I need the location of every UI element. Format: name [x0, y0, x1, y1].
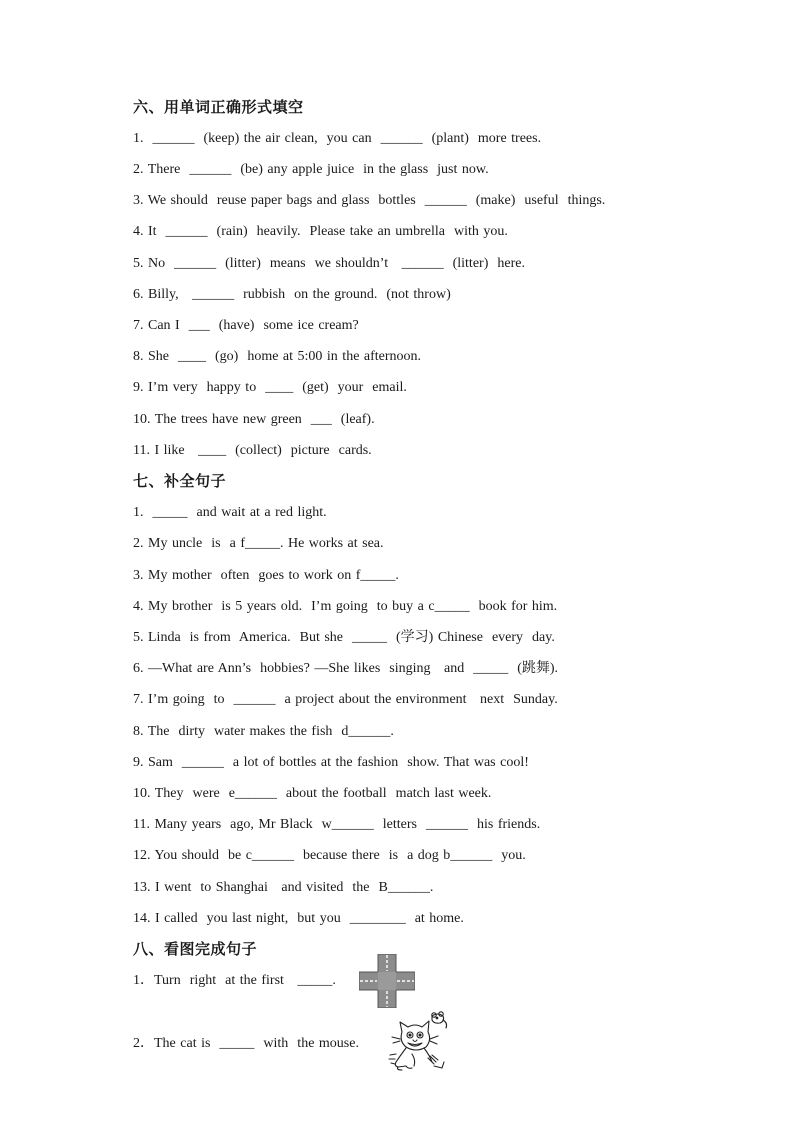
- s7-item-11: 11. Many years ago, Mr Black w______ letters ______ his friends.: [133, 817, 541, 832]
- s6-item-1: 1. ______ (keep) the air clean, you can ______ (plant) more trees.: [133, 131, 542, 146]
- s7-item-8: 8. The dirty water makes the fish d______.: [133, 724, 394, 739]
- s6-item-8: 8. She ____ (go) home at 5:00 in the afternoon.: [133, 349, 422, 364]
- s7-item-6: 6. —What are Ann’s hobbies? —She likes singing and _____ (跳舞).: [133, 661, 559, 676]
- s6-item-11: 11. I like ____ (collect) picture cards.: [133, 443, 372, 458]
- section-6-title: 六、用单词正确形式填空: [133, 98, 304, 116]
- s7-item-12: 12. You should be c______ because there is a dog b______ you.: [133, 848, 526, 863]
- s6-item-10: 10. The trees have new green ___ (leaf).: [133, 412, 375, 427]
- section-7-title: 七、补全句子: [133, 472, 227, 490]
- s7-item-4: 4. My brother is 5 years old. I’m going to buy a c_____ book for him.: [133, 599, 558, 614]
- s7-item-13: 13. I went to Shanghai and visited the B______.: [133, 880, 434, 895]
- s7-item-5: 5. Linda is from America. But she _____ (学习) Chinese every day.: [133, 630, 555, 645]
- cat-chasing-mouse-picture: [388, 1010, 450, 1072]
- s6-item-3: 3. We should reuse paper bags and glass bottles ______ (make) useful things.: [133, 193, 606, 208]
- crossroad-picture: [359, 954, 415, 1008]
- s7-item-1: 1. _____ and wait at a red light.: [133, 505, 327, 520]
- s7-item-2: 2. My uncle is a f_____. He works at sea.: [133, 536, 384, 551]
- s7-item-14: 14. I called you last night, but you ________ at home.: [133, 911, 464, 926]
- s7-item-3: 3. My mother often goes to work on f_____.: [133, 568, 399, 583]
- s7-item-9: 9. Sam ______ a lot of bottles at the fashion show. That was cool!: [133, 755, 529, 770]
- section-8-title: 八、看图完成句子: [133, 940, 258, 958]
- s7-item-10: 10. They were e______ about the football match last week.: [133, 786, 492, 801]
- s8-item-2: 2．The cat is _____ with the mouse.: [133, 1036, 359, 1051]
- s8-item-1: 1．Turn right at the first _____.: [133, 973, 336, 988]
- s6-item-2: 2. There ______ (be) any apple juice in the glass just now.: [133, 162, 489, 177]
- s6-item-9: 9. I’m very happy to ____ (get) your email.: [133, 380, 407, 395]
- s7-item-7: 7. I’m going to ______ a project about the environment next Sunday.: [133, 692, 558, 707]
- s6-item-4: 4. It ______ (rain) heavily. Please take an umbrella with you.: [133, 224, 508, 239]
- s6-item-5: 5. No ______ (litter) means we shouldn’t ______ (litter) here.: [133, 256, 525, 271]
- s6-item-7: 7. Can I ___ (have) some ice cream?: [133, 318, 359, 333]
- s6-item-6: 6. Billy, ______ rubbish on the ground. (not throw): [133, 287, 451, 302]
